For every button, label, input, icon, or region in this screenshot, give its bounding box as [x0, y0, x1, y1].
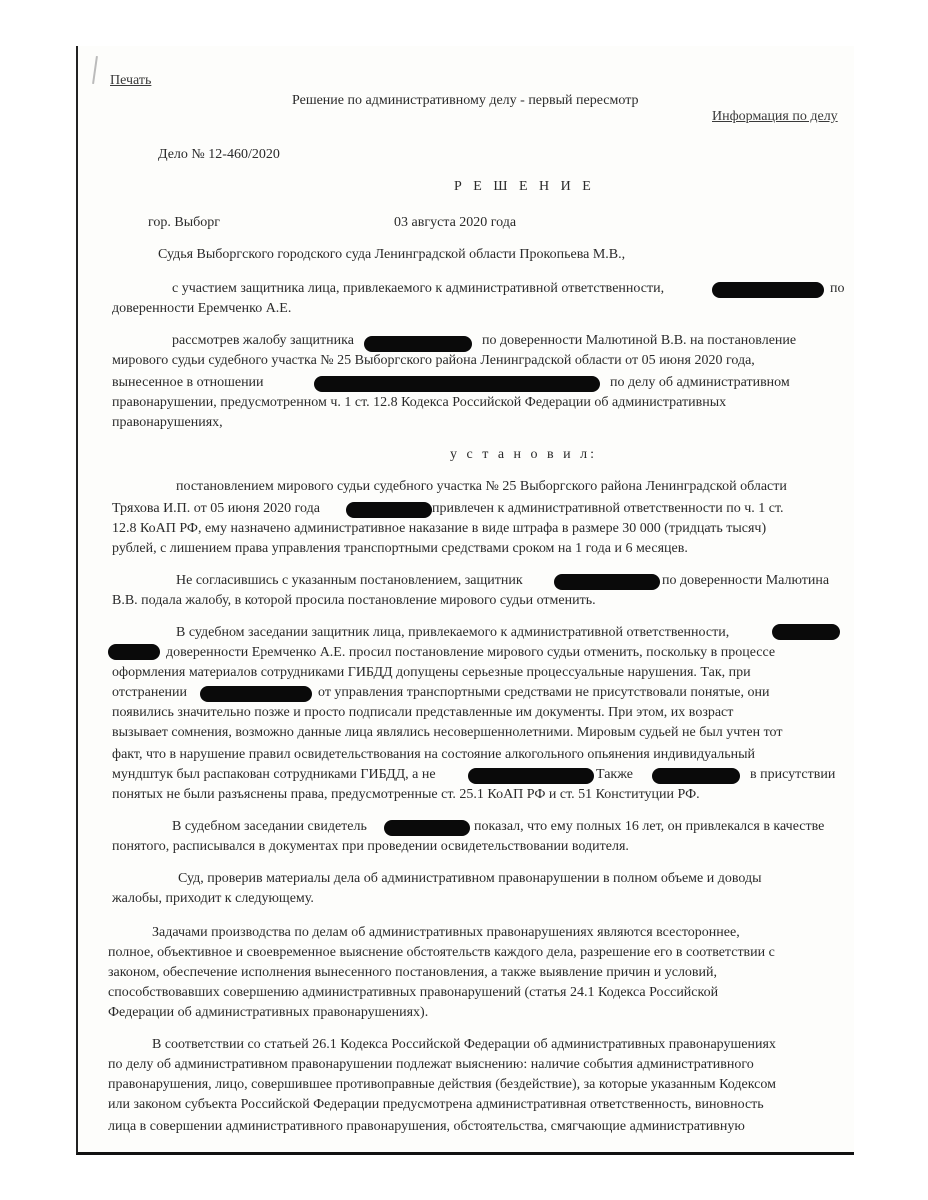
- paragraph-text: В судебном заседании свидетель: [172, 819, 367, 834]
- paragraph-text: по доверенности Малютина: [662, 573, 830, 588]
- paragraph-text: или законом субъекта Российской Федерации предусмотрена административная ответственность, виновность: [108, 1097, 764, 1112]
- paragraph-text: по доверенности Малютиной В.В. на постановление: [482, 333, 797, 348]
- paragraph-text: мундштук был распакован сотрудниками ГИБДД, а не: [112, 767, 436, 782]
- document-page: [76, 46, 854, 1155]
- paragraph-text: Федерации об административных правонарушениях).: [108, 1005, 429, 1020]
- paragraph-text: с участием защитника лица, привлекаемого к административной ответственности,: [172, 281, 665, 296]
- paragraph-text: привлечен к административной ответственности по ч. 1 ст.: [432, 501, 784, 516]
- paragraph-text: по делу об административном правонарушении подлежат выяснению: наличие события административного: [108, 1057, 754, 1072]
- paragraph-text: появились значительно позже и просто подписали представленные им документы. При этом, их возраст: [112, 705, 734, 720]
- paragraph-text: постановлением мирового судьи судебного участка № 25 Выборгского района Ленинградской области: [176, 479, 787, 494]
- judge-line: Судья Выборгского городского суда Ленинградской области Прокопьева М.В.,: [158, 247, 626, 262]
- redaction: [652, 768, 740, 784]
- paragraph-text: отстранении: [112, 685, 188, 700]
- paragraph-text: по делу об административном: [610, 375, 790, 390]
- redaction: [712, 282, 824, 298]
- paragraph-text: правонарушении, предусмотренном ч. 1 ст. 12.8 Кодекса Российской Федерации об административных: [112, 395, 727, 410]
- paragraph-text: правонарушениях,: [112, 415, 223, 430]
- paragraph-text: от управления транспортными средствами не присутствовали понятые, они: [318, 685, 770, 700]
- paragraph-text: оформления материалов сотрудниками ГИБДД допущены серьезные процессуальные нарушения. Так, при: [112, 665, 751, 680]
- paragraph-text: понятого, расписывался в документах при проведении освидетельствовании водителя.: [112, 839, 629, 854]
- paragraph-text: доверенности Еремченко А.Е. просил постановление мирового судьи отменить, поскольку в процессе: [166, 645, 776, 660]
- paragraph-text: жалобы, приходит к следующему.: [112, 891, 314, 906]
- paragraph-text: способствовавших совершению административных правонарушений (статья 24.1 Кодекса Российской: [108, 985, 719, 1000]
- paragraph-text: доверенности Еремченко А.Е.: [112, 301, 292, 316]
- paragraph-text: факт, что в нарушение правил освидетельствования на состояние алкогольного опьянения индивидуальный: [112, 747, 756, 762]
- redaction: [200, 686, 312, 702]
- paragraph-text: Задачами производства по делам об административных правонарушениях являются всестороннее,: [152, 925, 740, 940]
- paragraph-text: Не согласившись с указанным постановлением, защитник: [176, 573, 523, 588]
- decision-date: 03 августа 2020 года: [394, 215, 517, 230]
- paragraph-text: Тряхова И.П. от 05 июня 2020 года: [112, 501, 320, 516]
- paragraph-text: 12.8 КоАП РФ, ему назначено административное наказание в виде штрафа в размере 30 000 (тридцать тысяч): [112, 521, 767, 536]
- paragraph-text: вынесенное в отношении: [112, 375, 264, 390]
- paragraph-text: Суд, проверив материалы дела об административном правонарушении в полном объеме и доводы: [178, 871, 762, 886]
- paragraph-text: полное, объективное и своевременное выяснение обстоятельств каждого дела, разрешение его в соответствии с: [108, 945, 775, 960]
- redaction: [772, 624, 840, 640]
- established-heading: у с т а н о в и л:: [450, 447, 598, 462]
- paragraph-text: понятых не были разъяснены права, предусмотренные ст. 25.1 КоАП РФ и ст. 51 Конституции РФ.: [112, 787, 700, 802]
- paragraph-text: правонарушения, лицо, совершившее противоправные действия (бездействие), за которые указанным Кодексом: [108, 1077, 776, 1092]
- case-info-link[interactable]: Информация по делу: [712, 109, 838, 124]
- paragraph-text: по: [830, 281, 845, 296]
- paragraph-text: Также: [596, 767, 633, 782]
- redaction: [108, 644, 160, 660]
- page-title: Решение по административному делу - первый пересмотр: [292, 93, 639, 108]
- redaction: [346, 502, 432, 518]
- paragraph-text: вызывает сомнения, возможно данные лица являлись несовершеннолетними. Мировым судьей не был учтен тот: [112, 725, 783, 740]
- case-number: Дело № 12-460/2020: [158, 147, 280, 162]
- paragraph-text: показал, что ему полных 16 лет, он привлекался в качестве: [474, 819, 825, 834]
- city: гор. Выборг: [148, 215, 221, 230]
- redaction: [314, 376, 600, 392]
- paragraph-text: в присутствии: [750, 767, 836, 782]
- paragraph-text: законом, обеспечение исполнения вынесенного постановления, а также выявление причин и условий,: [108, 965, 718, 980]
- paragraph-text: В соответствии со статьей 26.1 Кодекса Российской Федерации об административных правонарушениях: [152, 1037, 776, 1052]
- paragraph-text: лица в совершении административного правонарушения, обстоятельства, смягчающие административную: [108, 1119, 745, 1134]
- decision-title: Р Е Ш Е Н И Е: [454, 179, 595, 194]
- paragraph-text: рассмотрев жалобу защитника: [172, 333, 354, 348]
- paragraph-text: рублей, с лишением права управления транспортными средствами сроком на 1 года и 6 месяцев.: [112, 541, 688, 556]
- print-link[interactable]: Печать: [110, 73, 152, 88]
- pencil-mark: [92, 56, 98, 84]
- redaction: [384, 820, 470, 836]
- redaction: [554, 574, 660, 590]
- redaction: [468, 768, 594, 784]
- paragraph-text: В судебном заседании защитник лица, привлекаемого к административной ответственности,: [176, 625, 730, 640]
- paragraph-text: В.В. подала жалобу, в которой просила постановление мирового судьи отменить.: [112, 593, 596, 608]
- paragraph-text: мирового судьи судебного участка № 25 Выборгского района Ленинградской области от 05 июня 2020 года,: [112, 353, 755, 368]
